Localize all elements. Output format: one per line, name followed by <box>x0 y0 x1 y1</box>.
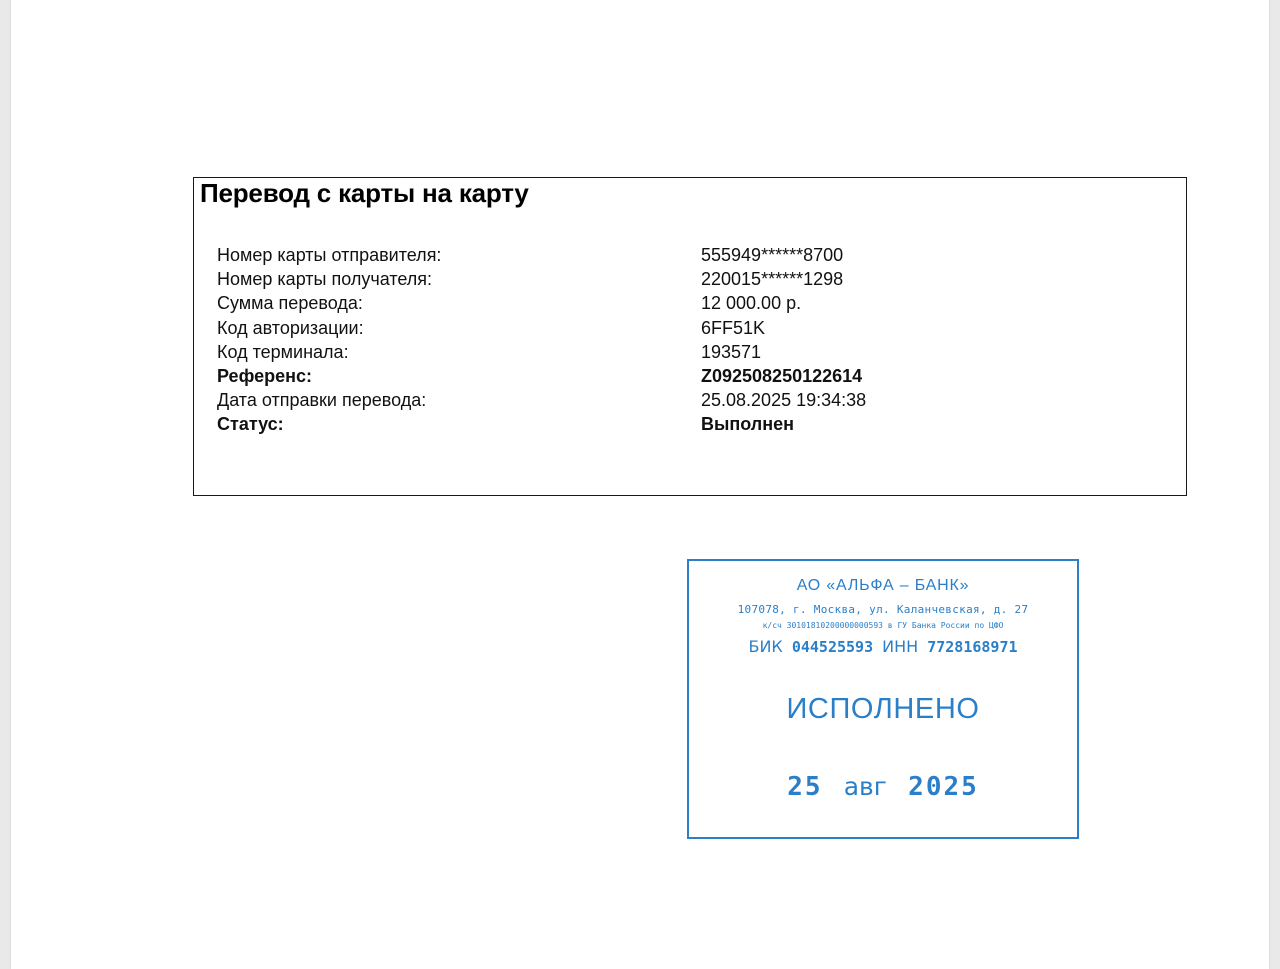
status-row <box>217 412 1157 436</box>
stamp-status: ИСПОЛНЕНО <box>786 693 980 725</box>
receipt-details <box>217 243 1157 437</box>
auth-code-label: Код авторизации: <box>217 317 364 338</box>
recipient-card-row <box>217 267 1157 291</box>
stamp-inn-label: ИНН <box>882 637 919 656</box>
amount-label: Сумма перевода: <box>217 293 363 314</box>
status-value: Выполнен <box>701 414 794 435</box>
stamp-inn: 7728168971 <box>927 638 1018 656</box>
stamp-address: 107078, г. Москва, ул. Каланчевская, д. 27 <box>737 603 1029 616</box>
send-date-label: Дата отправки перевода: <box>217 390 427 411</box>
amount-value: 12 000.00 р. <box>701 293 802 314</box>
reference-value: Z092508250122614 <box>701 365 863 386</box>
send-date-row <box>217 388 1157 412</box>
stamp-bik: 044525593 <box>791 638 874 656</box>
stamp-date-day: 25 <box>787 772 823 802</box>
reference-label: Референс: <box>217 365 312 386</box>
recipient-card-label: Номер карты получателя: <box>217 269 433 290</box>
sender-card-row <box>217 243 1157 267</box>
document-page <box>11 0 1269 969</box>
stamp-date <box>689 771 1077 802</box>
amount-row <box>217 291 1157 315</box>
recipient-card-value: 220015******1298 <box>701 269 844 290</box>
stamp-bik-label: БИК <box>748 637 783 656</box>
terminal-code-label: Код терминала: <box>217 341 349 362</box>
status-label: Статус: <box>217 414 284 435</box>
reference-row <box>217 364 1157 388</box>
transfer-receipt <box>193 177 1187 496</box>
stamp-date-year: 2025 <box>908 772 979 802</box>
sender-card-value: 555949******8700 <box>701 245 844 265</box>
sender-card-label: Номер карты отправителя: <box>217 245 442 265</box>
auth-code-value: 6FF51K <box>701 317 766 338</box>
stamp-bank-name: АО «АЛЬФА – БАНК» <box>796 577 970 594</box>
terminal-code-value: 193571 <box>701 341 762 362</box>
stamp-account: к/сч 30101810200000000593 в ГУ Банка России по ЦФО <box>762 621 1004 630</box>
stamp-date-month: авг <box>843 772 887 801</box>
receipt-title: Перевод с карты на карту <box>200 178 529 208</box>
bank-stamp <box>687 559 1079 839</box>
send-date-value: 25.08.2025 19:34:38 <box>701 390 867 411</box>
auth-code-row <box>217 316 1157 340</box>
stamp-identifiers <box>689 637 1077 656</box>
terminal-code-row <box>217 340 1157 364</box>
